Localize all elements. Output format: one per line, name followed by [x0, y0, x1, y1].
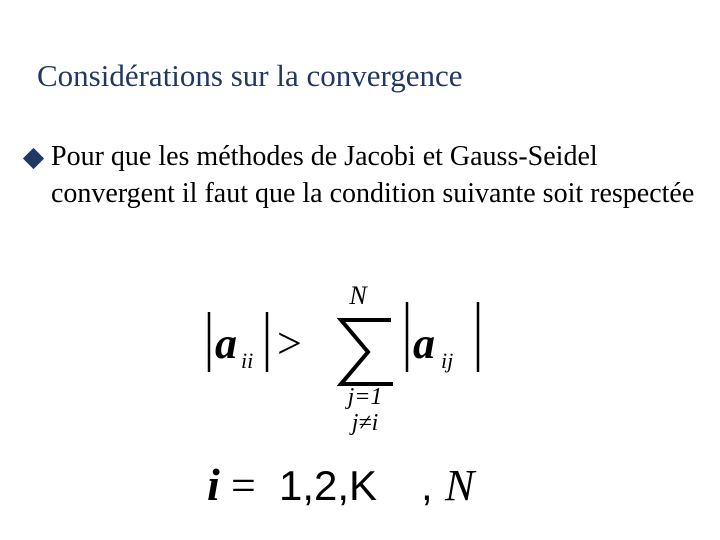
convergence-formula: [195, 272, 515, 522]
lhs-subscript: ii: [241, 348, 254, 373]
index-equals: =: [231, 461, 256, 510]
index-separator: ,: [421, 462, 433, 509]
greater-than-sign: >: [277, 319, 302, 368]
bullet-text: Pour que les méthodes de Jacobi et Gauss-Seidel convergent il faut que la condition suivante soit respectée: [51, 141, 695, 209]
index-end: N: [445, 461, 475, 510]
sum-upper-limit: N: [349, 281, 367, 310]
index-variable: i: [207, 459, 220, 510]
lhs-variable: a: [215, 319, 237, 368]
sum-lower-limit-1: j=1: [347, 384, 383, 410]
diamond-bullet-icon: [23, 148, 44, 169]
rhs-subscript: ij: [441, 348, 454, 373]
summation-sigma-icon: [341, 320, 393, 384]
bullet-item: [22, 138, 702, 212]
index-range: 1,2,K: [279, 462, 378, 509]
slide-title: Considérations sur la convergence: [37, 58, 463, 93]
rhs-variable: a: [413, 319, 435, 368]
sum-lower-limit-2: j≠i: [351, 410, 379, 436]
formula-svg: [195, 272, 515, 522]
